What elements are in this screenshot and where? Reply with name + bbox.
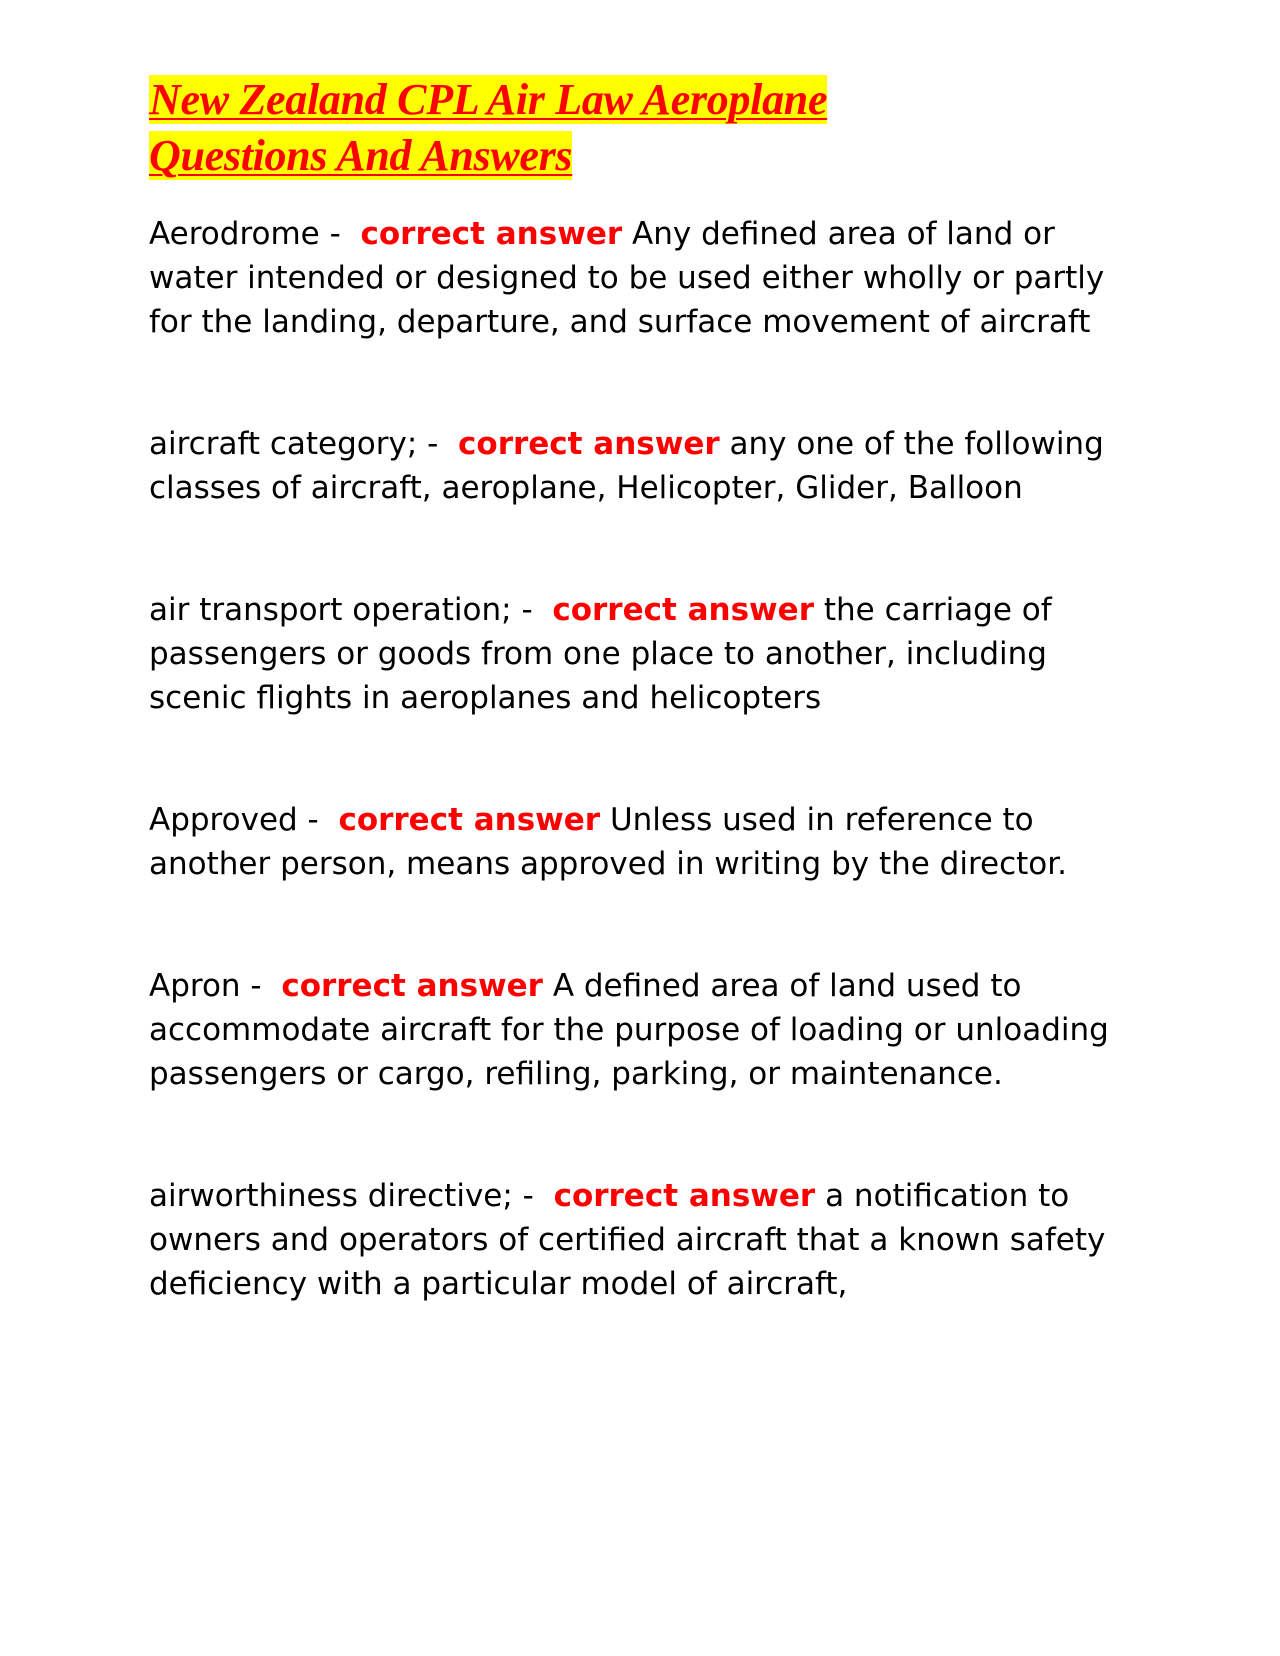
correct-answer-tag: correct answer bbox=[281, 968, 543, 1004]
qa-entry-aircraft-category bbox=[149, 422, 1139, 510]
entry-definition: a notification to owners and operators of certified aircraft that a known safety deficiency with a particular model of aircraft, bbox=[149, 1178, 1116, 1302]
entry-term: Apron - bbox=[149, 968, 282, 1004]
correct-answer-tag: correct answer bbox=[458, 426, 720, 462]
entry-definition: Any defined area of land or water intended or designed to be used either wholly or partly for the landing, departure, and surface movement of aircraft bbox=[149, 216, 1115, 340]
document-title bbox=[149, 72, 969, 184]
qa-entry-aerodrome bbox=[149, 212, 1139, 344]
entry-term: Aerodrome - bbox=[149, 216, 361, 252]
qa-entry-air-transport-operation bbox=[149, 588, 1139, 720]
entry-term: aircraft category; - bbox=[149, 426, 459, 462]
entry-term: air transport operation; - bbox=[149, 592, 553, 628]
title-line-2: Questions And Answers bbox=[149, 131, 573, 180]
entry-term: airworthiness directive; - bbox=[149, 1178, 554, 1214]
entry-definition: Unless used in reference to another person, means approved in writing by the director. bbox=[149, 802, 1068, 882]
correct-answer-tag: correct answer bbox=[552, 592, 814, 628]
qa-entry-approved bbox=[149, 798, 1139, 886]
entry-definition: A defined area of land used to accommodate aircraft for the purpose of loading or unloading passengers or cargo, refiling, parking, or maintenance. bbox=[149, 968, 1119, 1092]
qa-entry-airworthiness-directive bbox=[149, 1174, 1139, 1306]
entry-term: Approved - bbox=[149, 802, 339, 838]
correct-answer-tag: correct answer bbox=[338, 802, 601, 838]
entry-definition: the carriage of passengers or goods from one place to another, including scenic flights in aeroplanes and helicopters bbox=[149, 592, 1062, 716]
qa-list bbox=[149, 212, 1139, 1306]
entry-definition: any one of the following classes of aircraft, aeroplane, Helicopter, Glider, Balloon bbox=[149, 426, 1114, 506]
correct-answer-tag: correct answer bbox=[360, 216, 623, 252]
qa-entry-apron bbox=[149, 964, 1139, 1096]
title-line-1: New Zealand CPL Air Law Aeroplane bbox=[149, 75, 828, 124]
correct-answer-tag: correct answer bbox=[553, 1178, 816, 1214]
